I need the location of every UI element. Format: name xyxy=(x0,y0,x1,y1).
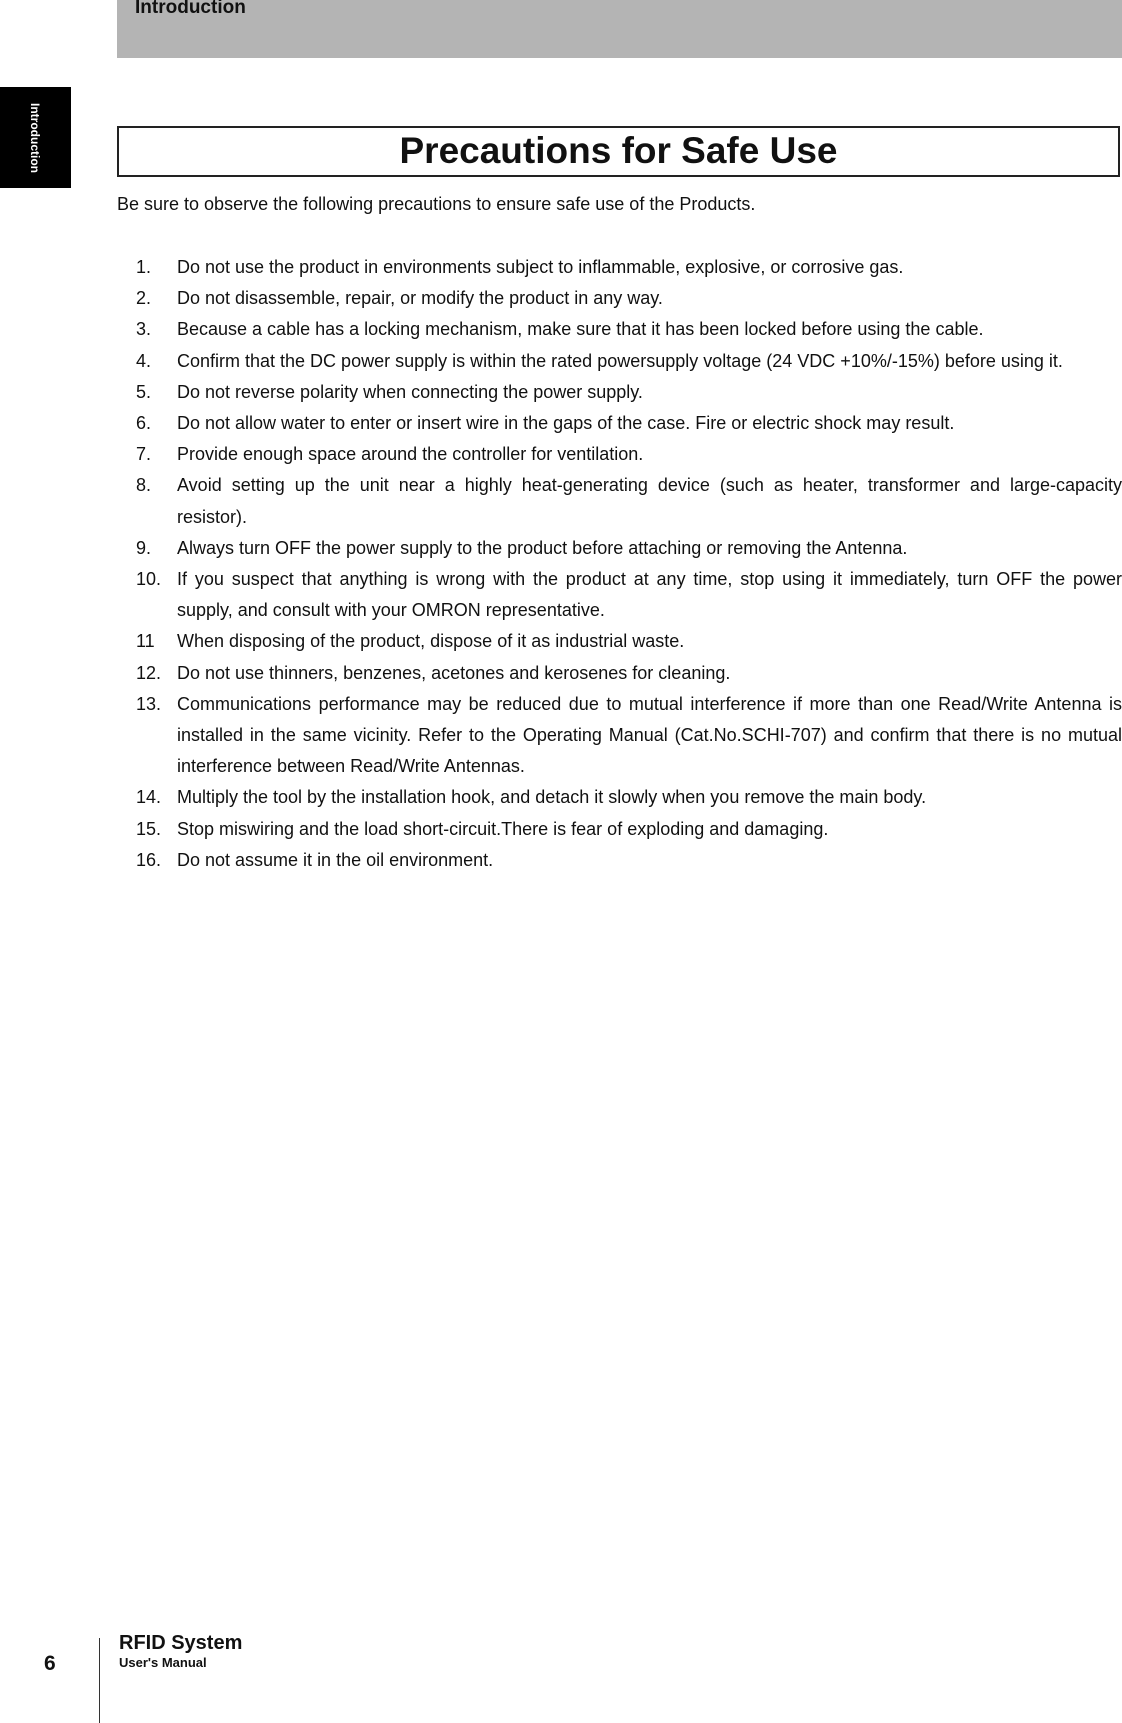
item-number: 7. xyxy=(136,444,152,465)
item-text: Do not allow water to enter or insert wire in the gaps of the case. Fire or electric shock may result. xyxy=(177,413,955,434)
list-item xyxy=(136,689,1122,783)
item-number: 1. xyxy=(136,257,152,277)
list-item xyxy=(136,626,1122,657)
list-item xyxy=(136,314,1122,345)
list-item xyxy=(136,845,1122,876)
item-text: Multiply the tool by the installation hook, and detach it slowly when you remove the main body. xyxy=(177,787,927,808)
item-number: 9. xyxy=(136,537,152,558)
item-number: 5. xyxy=(136,381,152,402)
item-text: Always turn OFF the power supply to the product before attaching or removing the Antenna. xyxy=(177,537,908,558)
list-item xyxy=(136,782,1122,813)
list-item xyxy=(136,470,1122,532)
item-number: 2. xyxy=(136,288,152,309)
item-number: 3. xyxy=(136,319,152,340)
list-item xyxy=(136,533,1122,564)
item-number: 11 xyxy=(136,631,155,652)
list-item xyxy=(136,377,1122,408)
section-title: Precautions for Safe Use xyxy=(399,130,838,171)
item-number: 12. xyxy=(136,662,162,683)
footer-product-name: RFID System xyxy=(119,1632,243,1654)
precaution-list xyxy=(136,252,1122,876)
item-number: 4. xyxy=(136,350,152,371)
item-text: Do not disassemble, repair, or modify the product in any way. xyxy=(177,288,663,309)
list-item xyxy=(136,346,1122,377)
list-item xyxy=(136,658,1122,689)
side-tab-label: Introduction xyxy=(28,103,42,173)
intro-paragraph: Be sure to observe the following precautions to ensure safe use of the Products. xyxy=(117,194,756,214)
item-text: Because a cable has a locking mechanism, make sure that it has been locked before using the cable. xyxy=(177,319,984,340)
item-number: 16. xyxy=(136,849,162,870)
item-number: 14. xyxy=(136,787,162,808)
footer-divider xyxy=(99,1638,100,1723)
item-number: 13. xyxy=(136,693,162,714)
item-text: Do not use the product in environments subject to inflammable, explosive, or corrosive gas. xyxy=(177,257,904,277)
list-item xyxy=(136,814,1122,845)
item-text: If you suspect that anything is wrong with the product at any time, stop using it immediately, turn OFF the power supply, and consult with your OMRON representative. xyxy=(177,569,1122,621)
item-number: 6. xyxy=(136,413,152,434)
list-item xyxy=(136,564,1122,626)
list-item xyxy=(136,252,1122,283)
item-text: Stop miswiring and the load short-circuit.There is fear of exploding and damaging. xyxy=(177,818,829,839)
item-number: 8. xyxy=(136,475,152,496)
item-text: Do not reverse polarity when connecting the power supply. xyxy=(177,381,643,402)
item-text: Avoid setting up the unit near a highly heat-generating device (such as heater, transformer and large-capacity resistor). xyxy=(177,475,1122,527)
header-bar xyxy=(117,0,1122,58)
item-number: 15. xyxy=(136,818,162,839)
item-text: Do not use thinners, benzenes, acetones and kerosenes for cleaning. xyxy=(177,662,731,683)
list-item xyxy=(136,439,1122,470)
list-item xyxy=(136,283,1122,314)
item-text: When disposing of the product, dispose of it as industrial waste. xyxy=(177,631,685,652)
footer-manual-name: User's Manual xyxy=(119,1655,207,1670)
item-number: 10. xyxy=(136,569,162,590)
item-text: Confirm that the DC power supply is within the rated powersupply voltage (24 VDC +10%/-15%) before using it. xyxy=(177,350,1063,371)
page-number: 6 xyxy=(44,1652,56,1675)
item-text: Provide enough space around the controller for ventilation. xyxy=(177,444,644,465)
list-item xyxy=(136,408,1122,439)
item-text: Do not assume it in the oil environment. xyxy=(177,849,494,870)
section-title-box xyxy=(117,126,1120,177)
header-title: Introduction xyxy=(135,0,246,18)
item-text: Communications performance may be reduced due to mutual interference if more than one Read/Write Antenna is installed in the same vicinity. Refer to the Operating Manual (Cat.No.SCHI-707) and confirm that there is no mutual interference between Read/Write Antennas. xyxy=(177,693,1122,777)
